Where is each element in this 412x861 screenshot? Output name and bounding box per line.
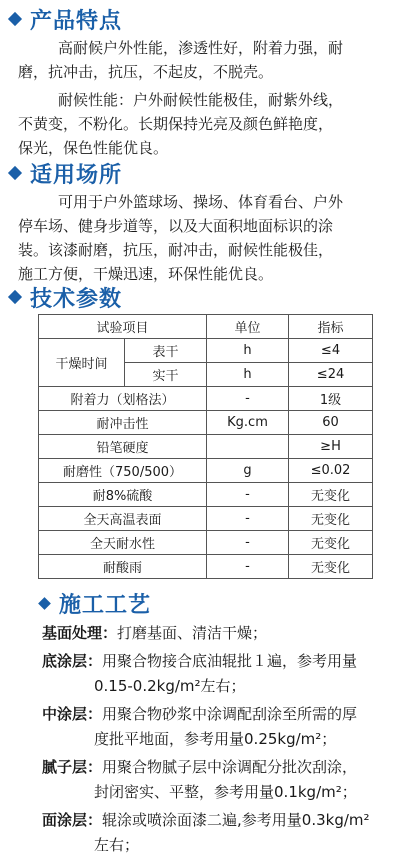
step-label: 底涂层： [42,652,103,670]
applications-paragraph [18,190,406,286]
cell-item: 表干 [125,339,207,363]
cell-value: 60 [289,411,373,435]
step-label: 面涂层： [42,811,103,829]
table-row [39,555,373,579]
table-row [39,435,373,459]
step-text: 打磨基面、清洁干燥； [117,624,268,642]
features-paragraph-2 [18,88,406,160]
cell-unit: - [207,507,289,531]
features-heading [2,4,122,34]
step-label: 腻子层： [42,758,103,776]
text-line: 磨，抗冲击，抗压，不起皮，不脱壳。 [18,63,274,81]
header-unit: 单位 [207,315,289,339]
table-header-row [39,315,373,339]
table-row [39,459,373,483]
cell-unit: - [207,555,289,579]
text-line: 保光，保色性能优良。 [18,139,169,157]
cell-item: 铅笔硬度 [39,435,207,459]
construction-steps [42,621,410,861]
specs-title: 技术参数 [30,286,123,312]
text-line: 装。该漆耐磨，抗压，耐冲击，耐候性能极佳， [18,241,334,259]
table-row [39,339,373,363]
step-label: 中涂层： [42,705,103,723]
cell-value: 无变化 [289,555,373,579]
cell-item: 实干 [125,363,207,387]
cell-item: 耐磨性（750/500） [39,459,207,483]
cell-unit [207,435,289,459]
diamond-bullet-icon [8,290,22,304]
text-line: 施工方便，干燥迅速，环保性能优良。 [18,265,274,283]
text-line: 高耐候户外性能，渗透性好，附着力强，耐 [58,39,344,57]
drying-time-label: 干燥时间 [39,339,125,387]
header-value: 指标 [289,315,373,339]
step-text: 封闭密实、平整，参考用量0.1kg/m²； [94,783,357,801]
step-label: 基面处理： [42,624,118,642]
features-title: 产品特点 [30,8,123,34]
cell-item: 耐8%硫酸 [39,483,207,507]
cell-item: 耐酸雨 [39,555,207,579]
cell-item: 全天耐水性 [39,531,207,555]
diamond-bullet-icon [8,166,22,180]
text-line: 耐候性能：户外耐候性能极佳，耐紫外线， [58,91,344,109]
features-paragraph-1 [18,36,406,84]
cell-unit: - [207,531,289,555]
step-middle-coat [42,702,410,752]
step-primer [42,649,410,699]
cell-item: 附着力（划格法） [39,387,207,411]
cell-value: ≥H [289,435,373,459]
diamond-bullet-icon [8,12,22,26]
header-test-item: 试验项目 [39,315,207,339]
diamond-bullet-icon [38,597,51,610]
table-row [39,387,373,411]
cell-unit: Kg.cm [207,411,289,435]
cell-item: 耐冲击性 [39,411,207,435]
step-text: 0.15-0.2kg/m²左右； [94,677,246,695]
cell-value: 无变化 [289,483,373,507]
step-topcoat [42,808,410,858]
step-text: 左右； [94,836,140,854]
construction-title: 施工工艺 [59,592,152,618]
specs-table [38,314,373,579]
specs-heading [2,282,122,312]
cell-unit: - [207,483,289,507]
text-line: 不黄变，不粉化。长期保持光亮及颜色鲜艳度， [18,115,334,133]
text-line: 可用于户外篮球场、操场、体育看台、户外 [58,193,344,211]
cell-value: ≤4 [289,339,373,363]
table-row [39,483,373,507]
applications-heading [2,158,122,188]
cell-unit: - [207,387,289,411]
cell-value: ≤0.02 [289,459,373,483]
step-text: 辊涂或喷涂面漆二遍,参考用量0.3kg/m² [102,811,370,829]
text-line: 停车场、健身步道等，以及大面积地面标识的涂 [18,217,334,235]
construction-heading [2,588,151,618]
step-text: 用聚合物接合底油辊批１遍，参考用量 [102,652,358,670]
cell-value: ≤24 [289,363,373,387]
cell-unit: h [207,339,289,363]
cell-unit: h [207,363,289,387]
table-row [39,507,373,531]
step-text: 用聚合物砂浆中涂调配刮涂至所需的厚 [102,705,358,723]
step-text: 度批平地面，参考用量0.25kg/m²； [94,730,337,748]
step-putty [42,755,410,805]
step-text: 用聚合物腻子层中涂调配分批次刮涂， [102,758,358,776]
cell-value: 1级 [289,387,373,411]
cell-value: 无变化 [289,531,373,555]
cell-value: 无变化 [289,507,373,531]
cell-unit: g [207,459,289,483]
applications-title: 适用场所 [30,162,123,188]
table-row [39,411,373,435]
table-row [39,531,373,555]
cell-item: 全天高温表面 [39,507,207,531]
step-surface-prep [42,621,410,646]
